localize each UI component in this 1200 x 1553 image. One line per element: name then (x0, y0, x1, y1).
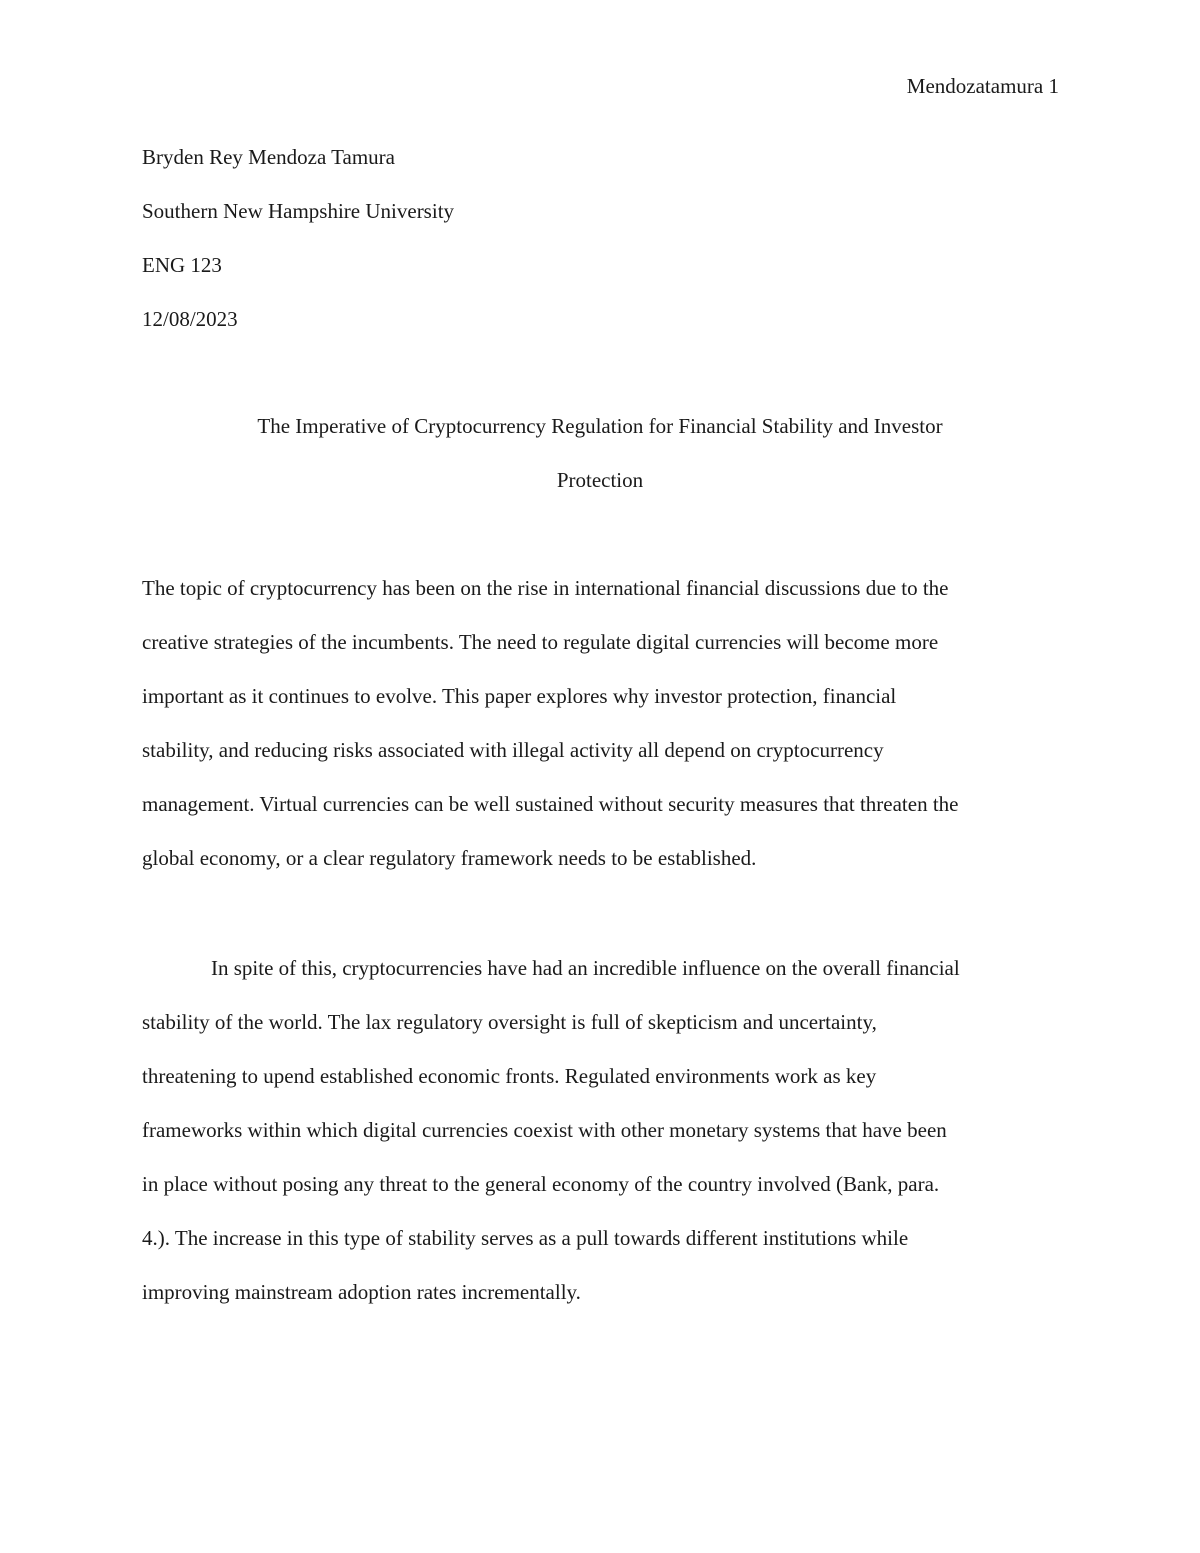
paragraph-line: frameworks within which digital currencies coexist with other monetary systems that have been (142, 1118, 947, 1142)
paper-title (142, 414, 1058, 522)
paragraph-line: stability of the world. The lax regulatory oversight is full of skepticism and uncertainty, (142, 1010, 877, 1034)
paragraph-line: The topic of cryptocurrency has been on the rise in international financial discussions due to the (142, 576, 949, 600)
course-code: ENG 123 (142, 253, 222, 277)
paragraph-line: important as it continues to evolve. This paper explores why investor protection, financial (142, 684, 897, 708)
paragraph-line: in place without posing any threat to the general economy of the country involved (Bank, para. (142, 1172, 940, 1196)
heading-block (142, 145, 1062, 361)
title-line: The Imperative of Cryptocurrency Regulation for Financial Stability and Investor (257, 414, 943, 438)
document-date: 12/08/2023 (142, 307, 238, 331)
paragraph-line: management. Virtual currencies can be well sustained without security measures that threaten the (142, 792, 959, 816)
paragraph-line: global economy, or a clear regulatory framework needs to be established. (142, 846, 757, 870)
paragraph-line: threatening to upend established economic fronts. Regulated environments work as key (142, 1064, 877, 1088)
paragraph-line: improving mainstream adoption rates incrementally. (142, 1280, 581, 1304)
body-paragraph-intro (142, 576, 1072, 900)
author-name: Bryden Rey Mendoza Tamura (142, 145, 395, 169)
title-line: Protection (556, 468, 644, 492)
paragraph-line: 4.). The increase in this type of stability serves as a pull towards different institutions while (142, 1226, 909, 1250)
paragraph-line: stability, and reducing risks associated with illegal activity all depend on cryptocurrency (142, 738, 884, 762)
paragraph-line: creative strategies of the incumbents. The need to regulate digital currencies will become more (142, 630, 939, 654)
paragraph-line: In spite of this, cryptocurrencies have had an incredible influence on the overall financial (211, 956, 960, 980)
running-head: Mendozatamura 1 (906, 74, 1059, 98)
institution-name: Southern New Hampshire University (142, 199, 455, 223)
body-paragraph-stability (142, 956, 1072, 1334)
